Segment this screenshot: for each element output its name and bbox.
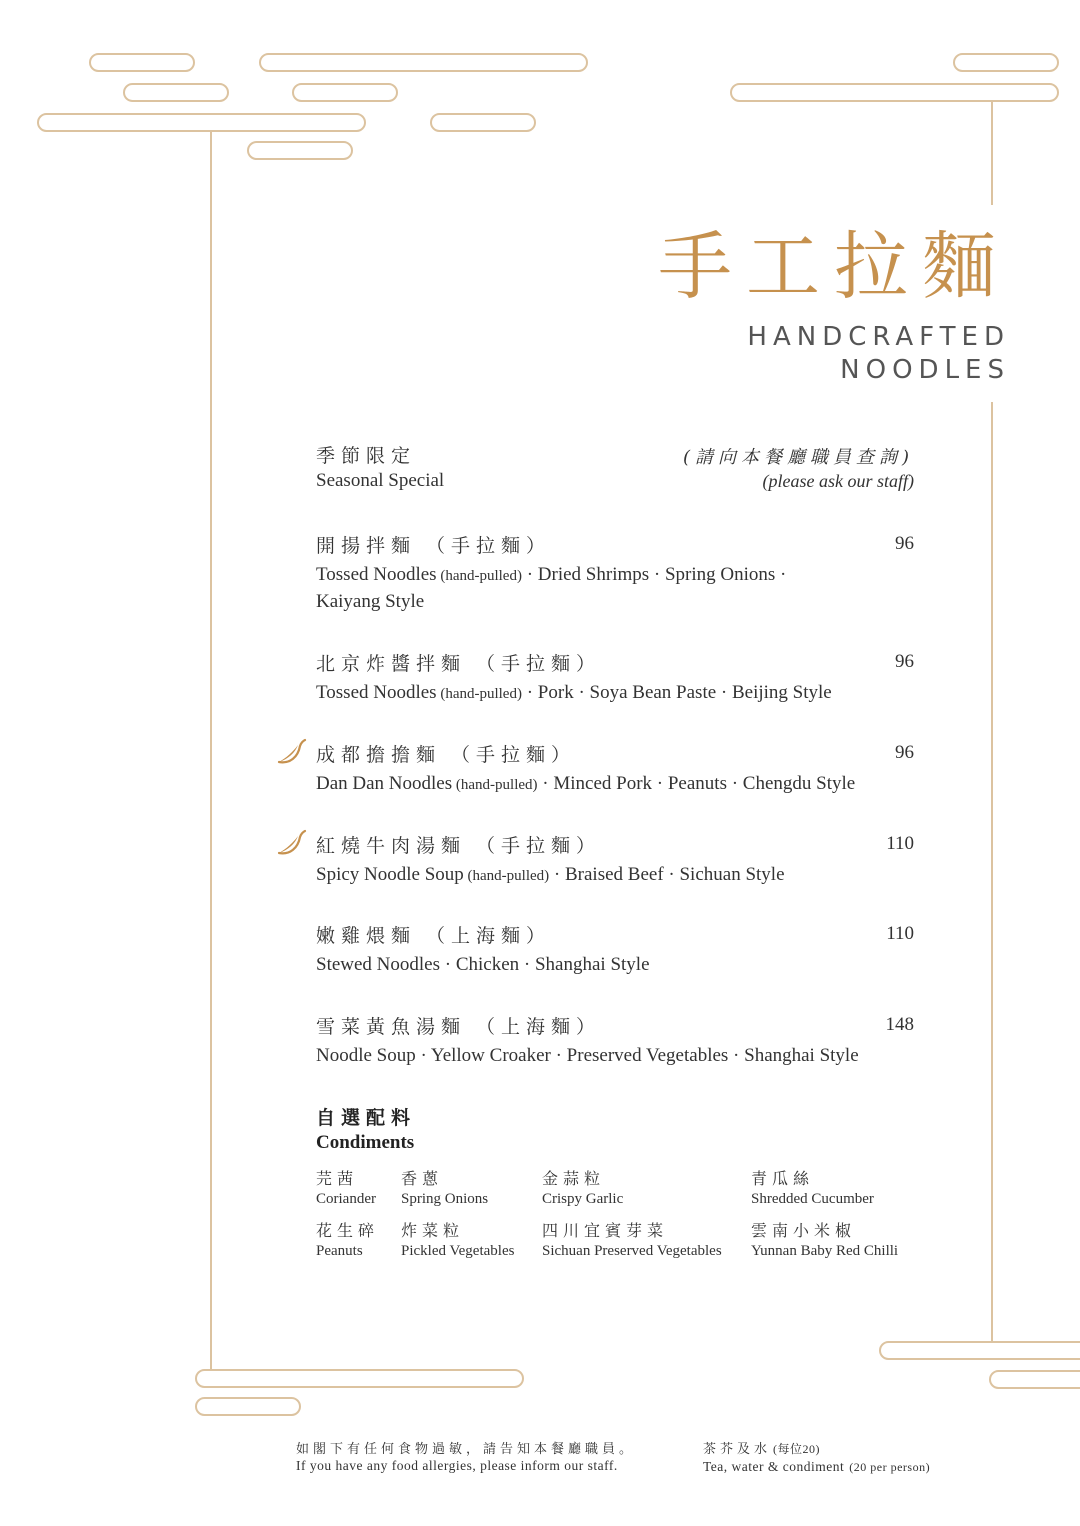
tea-charge-zh: 茶芥及水 (每位20): [703, 1442, 821, 1457]
menu-item-name-zh: 雪菜黃魚湯麵 （上海麵）: [316, 1016, 602, 1038]
condiment-item: 雲南小米椒 Yunnan Baby Red Chilli: [751, 1221, 899, 1259]
seasonal-note-en: (please ask our staff): [762, 471, 914, 491]
chili-spicy-icon: [276, 828, 308, 858]
seasonal-special-en: Seasonal Special: [316, 470, 445, 491]
menu-item-beijing: [316, 649, 914, 704]
menu-item-name-en: Noodle Soup · Yellow Croaker · Preserved Vegetables · Shanghai Style: [316, 1045, 859, 1066]
menu-item-name-en: Tossed Noodles (hand-pulled) · Dried Shrimps · Spring Onions ·: [316, 564, 787, 585]
menu-item-price: 96: [895, 742, 914, 763]
condiment-item: 花生碎 Peanuts: [316, 1221, 380, 1259]
menu-item-price: 110: [886, 923, 914, 944]
page-title-english-line1: HANDCRAFTED: [747, 322, 1010, 352]
menu-item-name-en: Stewed Noodles · Chicken · Shanghai Style: [316, 954, 650, 975]
menu-item-stewed-chicken: [316, 921, 914, 976]
menu-item-name-zh: 北京炸醬拌麵 （手拉麵）: [316, 653, 602, 675]
menu-item-name-zh: 嫩雞煨麵 （上海麵）: [316, 925, 552, 947]
condiment-item: 香蔥 Spring Onions: [401, 1169, 489, 1207]
condiments-heading-zh: 自選配料: [316, 1107, 417, 1129]
menu-item-name-en: Dan Dan Noodles (hand-pulled) · Minced Pork · Peanuts · Chengdu Style: [316, 773, 856, 794]
menu-item-name-en: Tossed Noodles (hand-pulled) · Pork · Soya Bean Paste · Beijing Style: [316, 682, 832, 703]
condiment-item: 芫茜 Coriander: [316, 1169, 376, 1207]
menu-item-name-zh: 紅燒牛肉湯麵 （手拉麵）: [316, 835, 602, 857]
menu-item-beef-soup: [316, 831, 914, 886]
tea-charge-en: Tea, water & condiment (20 per person): [703, 1459, 931, 1474]
menu-item-name-zh: 開揚拌麵 （手拉麵）: [316, 535, 552, 557]
seasonal-special-zh: 季節限定: [316, 445, 417, 467]
condiments-heading-en: Condiments: [316, 1132, 415, 1153]
menu-item-price: 96: [895, 533, 914, 554]
condiment-item: 炸菜粒 Pickled Vegetables: [401, 1221, 515, 1259]
menu-item-price: 148: [885, 1014, 914, 1035]
menu-item-name-en: Spicy Noodle Soup (hand-pulled) · Braised Beef · Sichuan Style: [316, 864, 785, 885]
chili-spicy-icon: [276, 737, 308, 767]
menu-item-kaiyang: [316, 531, 914, 613]
menu-item-name-en-line2: Kaiyang Style: [316, 591, 425, 612]
allergy-notice-en: If you have any food allergies, please inform our staff.: [296, 1458, 618, 1473]
menu-item-price: 96: [895, 651, 914, 672]
menu-item-name-zh: 成都擔擔麵 （手拉麵）: [316, 744, 577, 766]
seasonal-note-zh: (請向本餐廳職員查詢): [682, 447, 914, 468]
condiment-item: 青瓜絲 Shredded Cucumber: [751, 1169, 874, 1207]
page-title-english-line2: NOODLES: [840, 355, 1010, 385]
condiment-item: 四川宜賓芽菜 Sichuan Preserved Vegetables: [542, 1221, 722, 1259]
menu-item-yellow-croaker: [316, 1012, 914, 1067]
menu-item-dandan: [316, 740, 914, 795]
page-title-chinese: 手工拉麵: [658, 224, 1010, 310]
condiment-item: 金蒜粒 Crispy Garlic: [542, 1169, 624, 1207]
allergy-notice-zh: 如閣下有任何食物過敏，請告知本餐廳職員。: [296, 1442, 637, 1457]
menu-item-price: 110: [886, 833, 914, 854]
